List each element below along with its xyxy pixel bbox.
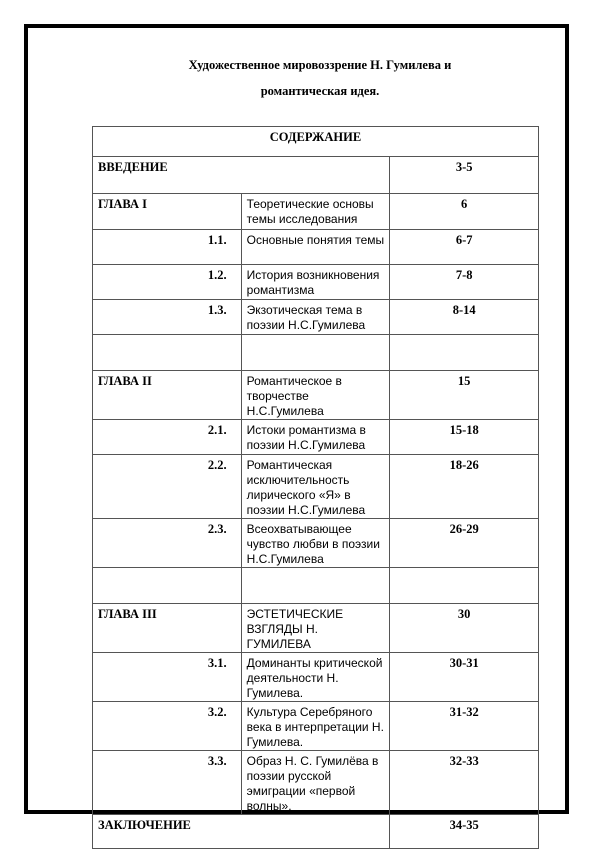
toc-row-conclusion: [93, 815, 539, 849]
chapter-label: ГЛАВА II: [93, 371, 242, 420]
section-number: 1.2.: [93, 265, 242, 300]
chapter-title: Романтическое в творчестве Н.С.Гумилева: [241, 371, 390, 420]
section-title: Экзотическая тема в поэзии Н.С.Гумилева: [241, 300, 390, 335]
toc-row-chapter: [93, 604, 539, 653]
section-pages: 6-7: [390, 230, 539, 265]
section-title: Доминанты критической деятельности Н. Гумилева.: [241, 653, 390, 702]
toc-header: СОДЕРЖАНИЕ: [93, 127, 539, 157]
document-title-line2: романтическая идея.: [260, 84, 380, 98]
chapter-pages: 30: [390, 604, 539, 653]
section-pages: 18-26: [390, 455, 539, 519]
section-title: История возникновения романтизма: [241, 265, 390, 300]
section-pages: 26-29: [390, 519, 539, 568]
empty-cell: [241, 335, 390, 371]
chapter-pages: 15: [390, 371, 539, 420]
chapter-label: ГЛАВА I: [93, 194, 242, 230]
section-pages: 32-33: [390, 751, 539, 815]
section-title: Романтическая исключительность лирического «Я» в поэзии Н.С.Гумилева: [241, 455, 390, 519]
empty-cell: [93, 568, 242, 604]
empty-cell: [93, 335, 242, 371]
toc-row-chapter: [93, 194, 539, 230]
toc-row-section: [93, 300, 539, 335]
section-title: Основные понятия темы: [241, 230, 390, 265]
empty-cell: [390, 568, 539, 604]
toc-row-section: [93, 702, 539, 751]
conclusion-label: ЗАКЛЮЧЕНИЕ: [93, 815, 390, 849]
section-number: 3.1.: [93, 653, 242, 702]
section-number: 2.1.: [93, 420, 242, 455]
toc-row-spacer: [93, 568, 539, 604]
toc-row-section: [93, 653, 539, 702]
section-title: Культура Серебряного века в интерпретации Н. Гумилева.: [241, 702, 390, 751]
section-title: Образ Н. С. Гумилёва в поэзии русской эмиграции «первой волны».: [241, 751, 390, 815]
section-title: Истоки романтизма в поэзии Н.С.Гумилева: [241, 420, 390, 455]
section-pages: 31-32: [390, 702, 539, 751]
section-number: 3.2.: [93, 702, 242, 751]
toc-row-section: [93, 230, 539, 265]
section-number: 2.3.: [93, 519, 242, 568]
section-number: 2.2.: [93, 455, 242, 519]
chapter-label: ГЛАВА III: [93, 604, 242, 653]
toc-row-chapter: [93, 371, 539, 420]
toc-row-spacer: [93, 335, 539, 371]
toc-row-intro: [93, 157, 539, 194]
section-pages: 7-8: [390, 265, 539, 300]
intro-pages: 3-5: [390, 157, 539, 194]
document-title-line1: Художественное мировоззрение Н. Гумилева и: [188, 58, 452, 72]
section-number: 3.3.: [93, 751, 242, 815]
toc-row-section: [93, 751, 539, 815]
toc-row-section: [93, 455, 539, 519]
section-title: Всеохватывающее чувство любви в поэзии Н.С.Гумилева: [241, 519, 390, 568]
section-pages: 8-14: [390, 300, 539, 335]
empty-cell: [390, 335, 539, 371]
intro-label: ВВЕДЕНИЕ: [93, 157, 390, 194]
section-pages: 15-18: [390, 420, 539, 455]
toc-row-section: [93, 420, 539, 455]
empty-cell: [241, 568, 390, 604]
section-pages: 30-31: [390, 653, 539, 702]
section-number: 1.1.: [93, 230, 242, 265]
chapter-title: Теоретические основы темы исследования: [241, 194, 390, 230]
section-number: 1.3.: [93, 300, 242, 335]
toc-row-section: [93, 265, 539, 300]
conclusion-pages: 34-35: [390, 815, 539, 849]
chapter-title: ЭСТЕТИЧЕСКИЕ ВЗГЛЯДЫ Н. ГУМИЛЕВА: [241, 604, 390, 653]
chapter-pages: 6: [390, 194, 539, 230]
toc-table: [92, 126, 539, 849]
toc-row-section: [93, 519, 539, 568]
